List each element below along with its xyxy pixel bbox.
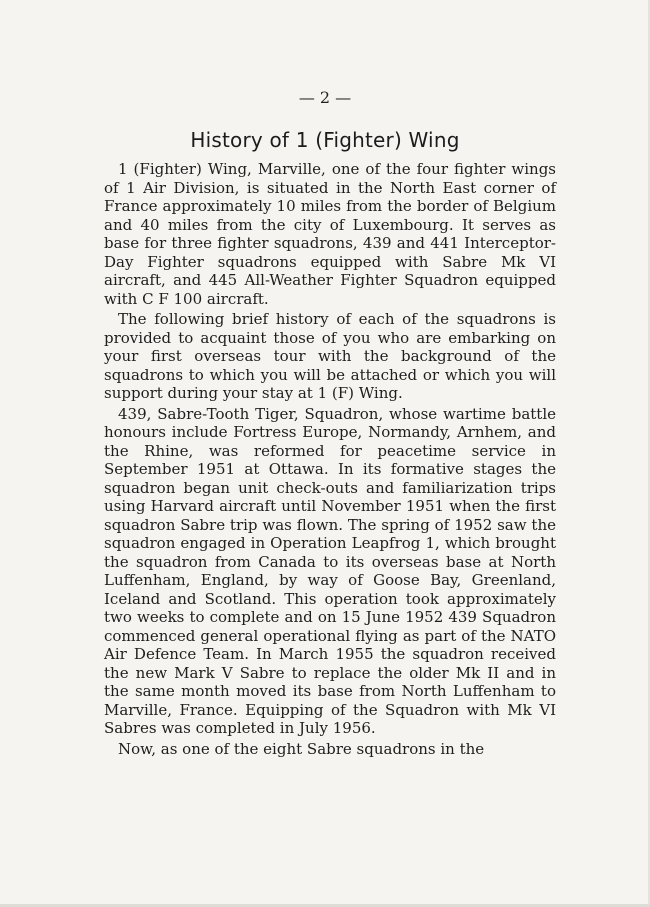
paragraph: The following brief history of each of the squadrons is provided to acquaint those of you who are embarking on your first overseas tour with the background of the squadrons to which you will be attached or which you will support during your stay at 1 (F) Wing. <box>104 310 556 402</box>
page-title: History of 1 (Fighter) Wing <box>190 128 460 152</box>
paragraph: Now, as one of the eight Sabre squadrons in the <box>118 739 485 758</box>
body-text <box>104 160 556 760</box>
page-number: — 2 — <box>298 88 352 107</box>
paragraph: 439, Sabre-Tooth Tiger, Squadron, whose wartime battle honours include Fortress Europe, Normandy, Arnhem, and the Rhine, was reformed for peacetime service in September 1951 at Ottawa. In its formative stages the squadron began unit check-outs and familiarization trips using Harvard aircraft until November 1951 when the first squadron Sabre trip was flown. The spring of 1952 saw the squadron engaged in Operation Leapfrog 1, which brought the squadron from Canada to its overseas base at North Luffenham, England, by way of Goose Bay, Greenland, Iceland and Scotland. This operation took approximately two weeks to complete and on 15 June 1952 439 Squadron commenced general operational flying as part of the NATO Air Defence Team. In March 1955 the squadron received the new Mark V Sabre to replace the older Mk II and in the same month moved its base from North Luffenham to Marville, France. Equipping of the Squadron with Mk VI Sabres was completed in July 1956. <box>104 404 556 737</box>
paragraph: 1 (Fighter) Wing, Marville, one of the four fighter wings of 1 Air Division, is situated in the North East corner of France approximately 10 miles from the border of Belgium and 40 miles from the city of Luxembourg. It serves as base for three fighter squadrons, 439 and 441 Interceptor-Day Fighter squadrons equipped with Sabre Mk VI aircraft, and 445 All-Weather Fighter Squadron equipped with C F 100 aircraft. <box>104 160 556 308</box>
